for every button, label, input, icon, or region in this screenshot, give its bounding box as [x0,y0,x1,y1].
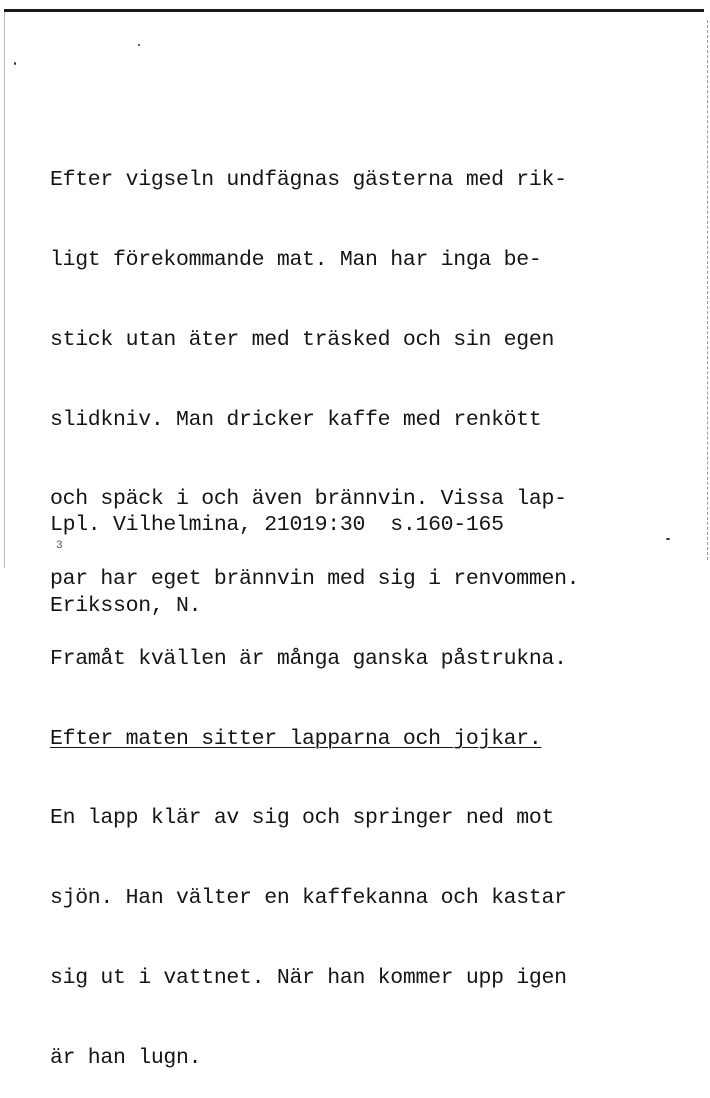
text-line: En lapp klär av sig och springer ned mot [50,806,555,831]
text-line: slidkniv. Man dricker kaffe med renkött [50,407,542,432]
right-card-edge [706,20,708,560]
source-reference [50,458,650,646]
left-card-edge [4,12,5,568]
text-line: Efter vigseln undfägnas gästerna med rik- [50,168,567,193]
speck [666,538,670,540]
text-line: Framåt kvällen är många ganska påstrukna. [50,646,567,671]
text-line: och späck i och även brännvin. Vissa lap- [50,487,567,512]
page-mark: 3 [56,540,63,552]
text-line: sig ut i vattnet. När han kommer upp igen [50,966,567,990]
reference-line-author: Eriksson, N. [50,593,202,618]
text-line: är han lugn. [50,1045,202,1070]
underlined-text-line: Efter maten sitter lapparna och jojkar. [50,726,542,751]
speck [138,44,140,46]
text-line: par har eget brännvin med sig i renvommen. [50,567,580,592]
text-line: ligt förekommande mat. Man har inga be- [50,247,542,272]
text-line: sjön. Han välter en kaffekanna och kastar [50,886,567,911]
text-line: stick utan äter med träsked och sin egen [50,327,555,352]
top-rule [4,9,704,12]
reference-line-archive: Lpl. Vilhelmina, 21019:30 s.160-165 [50,513,504,537]
speck [14,62,16,65]
